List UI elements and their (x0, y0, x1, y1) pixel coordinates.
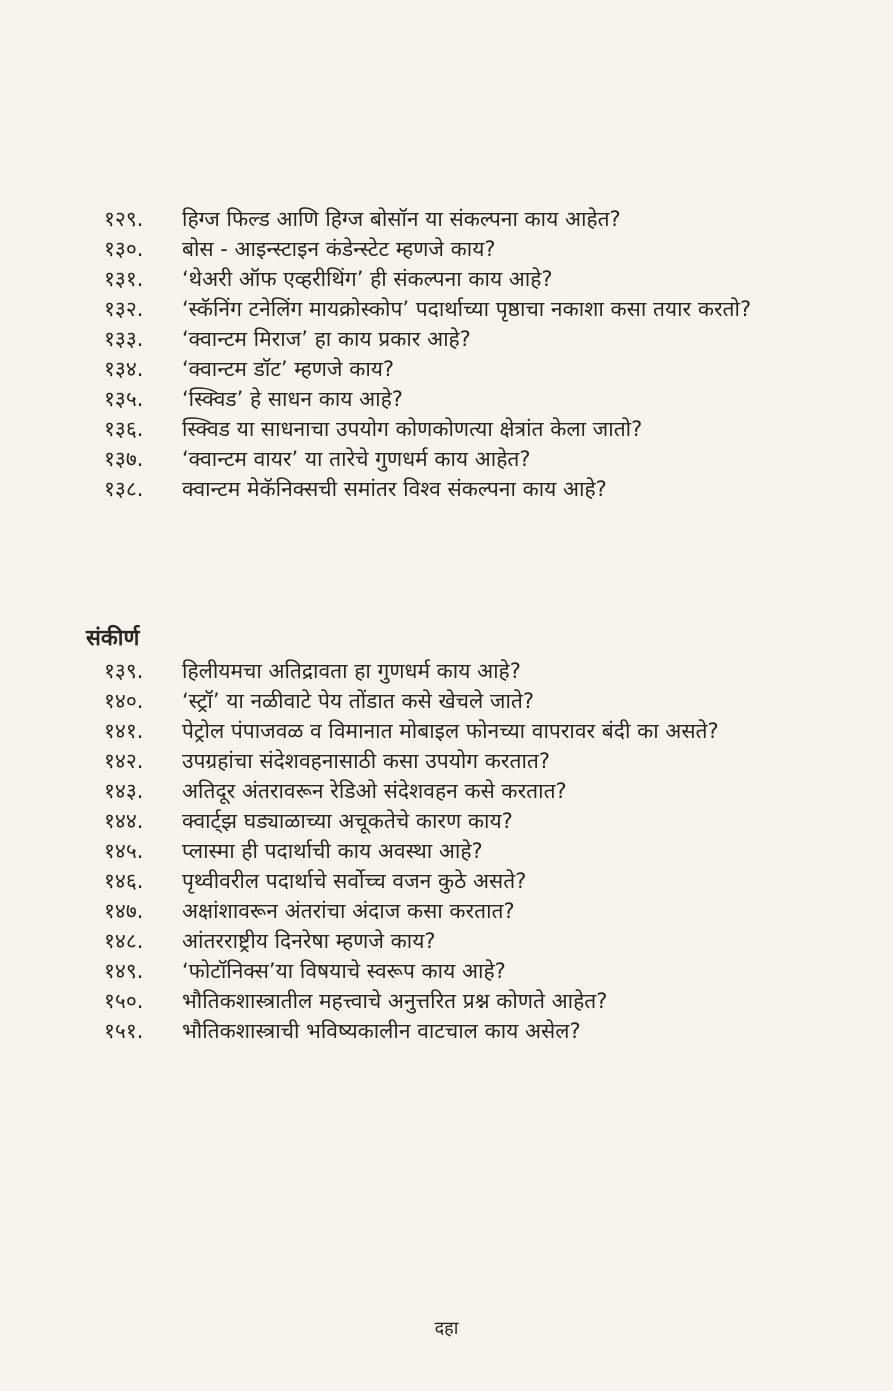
question-item (0, 414, 893, 444)
question-text: भौतिकशास्त्राची भविष्यकालीन वाटचाल काय असेल? (182, 1019, 581, 1043)
question-text: ‘क्वान्टम डॉट’ म्हणजे काय? (182, 357, 395, 381)
question-item (0, 716, 893, 746)
question-text: पेट्रोल पंपाजवळ व विमानात मोबाइल फोनच्या वापरावर बंदी का असते? (182, 719, 719, 743)
question-text: भौतिकशास्त्रातील महत्त्वाचे अनुत्तरित प्रश्न कोणते आहेत? (182, 989, 608, 1013)
question-text: ‘क्वान्टम मिराज’ हा काय प्रकार आहे? (182, 327, 471, 351)
question-text: क्वार्ट्झ घड्याळाच्या अचूकतेचे कारण काय? (182, 809, 513, 833)
question-item (0, 836, 893, 866)
question-item (0, 896, 893, 926)
question-item (0, 384, 893, 414)
question-number: १३५. (104, 387, 144, 411)
question-text: ‘क्वान्टम वायर’ या तारेचे गुणधर्म काय आहेत? (182, 447, 531, 471)
question-number: १३१. (104, 267, 144, 291)
question-item (0, 294, 893, 324)
question-item (0, 686, 893, 716)
question-text: अतिदूर अंतरावरून रेडिओ संदेशवहन कसे करतात? (182, 779, 567, 803)
question-number: १४०. (104, 689, 144, 713)
page-number: दहा (434, 1318, 459, 1339)
question-item (0, 1016, 893, 1046)
question-number: १३९. (104, 659, 144, 683)
question-text: हिलीयमचा अतिद्रावता हा गुणधर्म काय आहे? (182, 659, 521, 683)
question-item (0, 324, 893, 354)
section-heading: संकीर्ण (86, 626, 140, 651)
question-item (0, 776, 893, 806)
question-item (0, 746, 893, 776)
question-number: १३६. (104, 417, 144, 441)
question-text: ‘फोटॉनिक्स’या विषयाचे स्वरूप काय आहे? (182, 959, 506, 983)
question-number: १४७. (104, 899, 144, 923)
question-number: १४२. (104, 749, 144, 773)
question-number: १३७. (104, 447, 144, 471)
question-number: १४१. (104, 719, 144, 743)
question-item (0, 986, 893, 1016)
question-text: उपग्रहांचा संदेशवहनासाठी कसा उपयोग करतात? (182, 749, 551, 773)
question-number: १४९. (104, 959, 144, 983)
question-number: १५०. (104, 989, 144, 1013)
question-number: १३४. (104, 357, 144, 381)
question-text: प्लास्मा ही पदार्थाची काय अवस्था आहे? (182, 839, 483, 863)
question-number: १४६. (104, 869, 144, 893)
question-number: १४४. (104, 809, 144, 833)
question-number: १४५. (104, 839, 144, 863)
question-number: १३३. (104, 327, 144, 351)
question-item (0, 926, 893, 956)
question-item (0, 474, 893, 504)
question-number: १३२. (104, 297, 144, 321)
question-text: स्क्विड या साधनाचा उपयोग कोणकोणत्या क्षेत्रांत केला जातो? (182, 417, 643, 441)
question-item (0, 656, 893, 686)
question-text: ‘स्ट्रॉ’ या नळीवाटे पेय तोंडात कसे खेचले जाते? (182, 689, 535, 713)
question-text: ‘थेअरी ऑफ एव्हरीथिंग’ ही संकल्पना काय आहे? (182, 267, 553, 291)
question-text: ‘स्कॅनिंग टनेलिंग मायक्रोस्कोप’ पदार्थाच्या पृष्ठाचा नकाशा कसा तयार करतो? (182, 297, 752, 321)
question-item (0, 444, 893, 474)
question-text: आंतरराष्ट्रीय दिनरेषा म्हणजे काय? (182, 929, 436, 953)
question-number: १२९. (104, 207, 144, 231)
question-item (0, 264, 893, 294)
question-number: १४३. (104, 779, 144, 803)
question-item (0, 806, 893, 836)
question-text: हिग्ज फिल्ड आणि हिग्ज बोसॉन या संकल्पना काय आहेत? (182, 207, 621, 231)
question-number: १३०. (104, 237, 144, 261)
question-number: १४८. (104, 929, 144, 953)
question-text: पृथ्वीवरील पदार्थाचे सर्वोच्च वजन कुठे असते? (182, 869, 527, 893)
question-text: बोस - आइन्स्टाइन कंडेन्स्टेट म्हणजे काय? (182, 237, 496, 261)
question-item (0, 354, 893, 384)
question-text: क्वान्टम मेकॅनिक्सची समांतर विश्व संकल्पना काय आहे? (182, 477, 607, 501)
question-section-misc (0, 624, 893, 1046)
question-text: ‘स्क्विड’ हे साधन काय आहे? (182, 387, 403, 411)
question-item (0, 956, 893, 986)
question-number: १५१. (104, 1019, 144, 1043)
question-item (0, 234, 893, 264)
question-number: १३८. (104, 477, 144, 501)
question-item (0, 204, 893, 234)
question-text: अक्षांशावरून अंतरांचा अंदाज कसा करतात? (182, 899, 515, 923)
question-item (0, 866, 893, 896)
question-section-1 (0, 204, 893, 504)
